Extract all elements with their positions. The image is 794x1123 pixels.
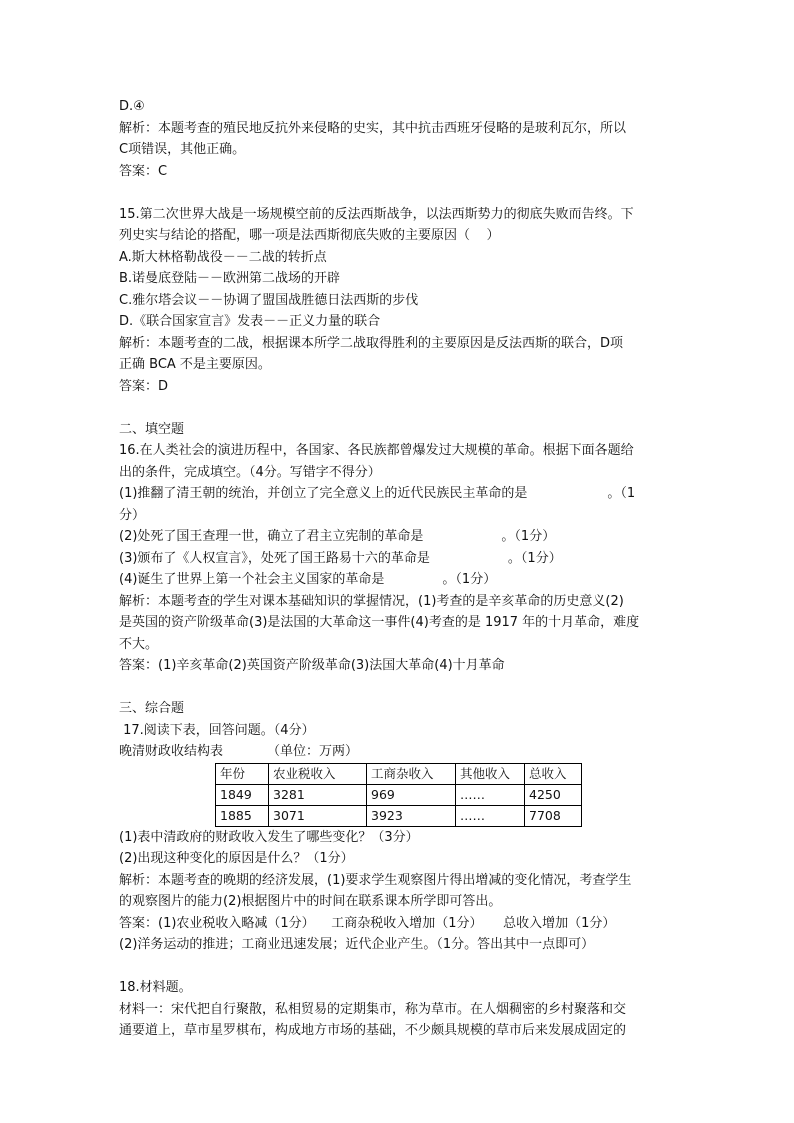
table-cell: 1849: [216, 784, 269, 805]
q16-answer: 答案：(1)辛亥革命(2)英国资产阶级革命(3)法国大革命(4)十月革命: [119, 658, 505, 673]
q17-question-1: (1)表中清政府的财政收入发生了哪些变化？（3分）: [119, 829, 419, 845]
table-header-cell: 工商杂收入: [367, 763, 456, 784]
table-cell: 3071: [269, 805, 367, 826]
q15-answer: 答案：D: [119, 378, 169, 394]
q15-option-d: D.《联合国家宣言》发表－－正义力量的联合: [119, 314, 381, 329]
q18-material-line: 材料一：宋代把自行聚散，私相贸易的定期集市，称为草市。在人烟稠密的乡村聚落和交: [119, 1001, 627, 1017]
q16-analysis-line: 不大。: [119, 636, 159, 652]
q16-item-4-score: 。（1分）: [442, 572, 497, 587]
table-caption: 晚清财政收结构表: [119, 744, 224, 759]
q15-analysis-line: 解析：本题考查的二战，根据课本所学二战取得胜利的主要原因是反法西斯的联合，D项: [119, 335, 624, 351]
q15-stem-line: 列史实与结论的搭配，哪一项是法西斯彻底失败的主要原因（ ）: [119, 228, 500, 243]
q16-item-1-text: (1)推翻了清王朝的统治，并创立了完全意义上的近代民族民主革命的是: [119, 486, 528, 501]
spacer: [119, 397, 679, 419]
table-cell: 3923: [367, 805, 456, 826]
q16-stem-line: 16.在人类社会的演进历程中，各国家、各民族都曾爆发过大规模的革命。根据下面各题给: [119, 443, 634, 458]
table-unit: （单位：万两）: [267, 744, 359, 759]
q17-answer-line: 答案：(1)农业税收入略减（1分） 工商杂税收入增加（1分） 总收入增加（1分）: [119, 915, 616, 931]
q16-item-4-text: (4)诞生了世界上第一个社会主义国家的革命是: [119, 572, 385, 587]
table-caption-line: [119, 741, 679, 763]
q15-stem-line: 15.第二次世界大战是一场规模空前的反法西斯战争，以法西斯势力的彻底失败而告终。下: [119, 206, 634, 222]
table-header-row: [216, 763, 582, 784]
q16-item-1-score: 。（1: [607, 486, 636, 501]
q14-analysis-line: 解析：本题考查的殖民地反抗外来侵略的史实，其中抗击西班牙侵略的是玻利瓦尔，所以: [119, 120, 627, 136]
q17-answer-line: (2)洋务运动的推进；工商业迅速发展；近代企业产生。（1分。答出其中一点即可）: [119, 937, 595, 952]
table-cell: 3281: [269, 784, 367, 805]
section-heading-fill-in: 二、填空题: [119, 421, 185, 437]
spacer: [119, 182, 679, 204]
table-cell: 7708: [525, 805, 582, 826]
q18-material-line: 通要道上，草市星罗棋布，构成地方市场的基础，不少颇具规模的草市后来发展成固定的: [119, 1023, 627, 1038]
table-header-cell: 年份: [216, 763, 269, 784]
q16-stem-line: 出的条件，完成填空。（4分。写错字不得分）: [119, 464, 381, 480]
finance-table: [215, 763, 582, 827]
q17-analysis-line: 的观察图片的能力(2)根据图片中的时间在联系课本所学即可答出。: [119, 894, 502, 909]
table-row: [216, 805, 582, 826]
table-row: [216, 784, 582, 805]
q15-option-c: C.雅尔塔会议－－协调了盟国战胜德日法西斯的步伐: [119, 292, 419, 308]
q16-item-3: [119, 548, 679, 570]
q17-analysis-line: 解析：本题考查的晚期的经济发展，(1)要求学生观察图片得出增减的变化情况，考查学生: [119, 872, 632, 888]
q16-analysis-line: 是英国的资产阶级革命(3)是法国的大革命这一事件(4)考查的是 1917 年的十月革命，难度: [119, 615, 640, 630]
q16-item-2-text: (2)处死了国王查理一世，确立了君主立宪制的革命是: [119, 529, 424, 544]
table-cell: ……: [456, 784, 525, 805]
q16-item-2: [119, 526, 679, 548]
exam-page: [119, 96, 679, 1042]
table-cell: 4250: [525, 784, 582, 805]
q15-analysis-line: 正确 BCA 不是主要原因。: [119, 357, 271, 372]
q16-item-3-score: 。（1分）: [507, 550, 562, 566]
q15-option-a: A.斯大林格勒战役－－二战的转折点: [119, 249, 327, 265]
table-cell: 1885: [216, 805, 269, 826]
table-header-cell: 总收入: [525, 763, 582, 784]
q14-analysis-line: C项错误，其他正确。: [119, 142, 246, 157]
section-heading-comprehensive: 三、综合题: [119, 701, 185, 716]
spacer: [119, 677, 679, 699]
q18-stem: 18.材料题。: [119, 980, 192, 995]
q15-option-b: B.诺曼底登陆－－欧洲第二战场的开辟: [119, 271, 341, 286]
q16-item-2-score: 。（1分）: [501, 529, 556, 544]
q16-analysis-line: 解析：本题考查的学生对课本基础知识的掌握情况，(1)考查的是辛亥革命的历史意义(2): [119, 593, 624, 609]
table-header-cell: 其他收入: [456, 763, 525, 784]
q17-question-2: (2)出现这种变化的原因是什么？（1分）: [119, 851, 354, 866]
q16-item-3-text: (3)颁布了《人权宣言》，处死了国王路易十六的革命是: [119, 550, 430, 566]
table-cell: 969: [367, 784, 456, 805]
spacer: [119, 956, 679, 978]
q16-item-4: [119, 569, 679, 591]
q16-item-1-cont: 分）: [119, 507, 146, 523]
q14-option-d: D.④: [119, 99, 145, 114]
table-header-cell: 农业税收入: [269, 763, 367, 784]
table-cell: ……: [456, 805, 525, 826]
q16-item-1: [119, 483, 679, 505]
q17-stem: 17.阅读下表，回答问题。（4分）: [119, 722, 315, 738]
q14-answer: 答案：C: [119, 163, 168, 179]
